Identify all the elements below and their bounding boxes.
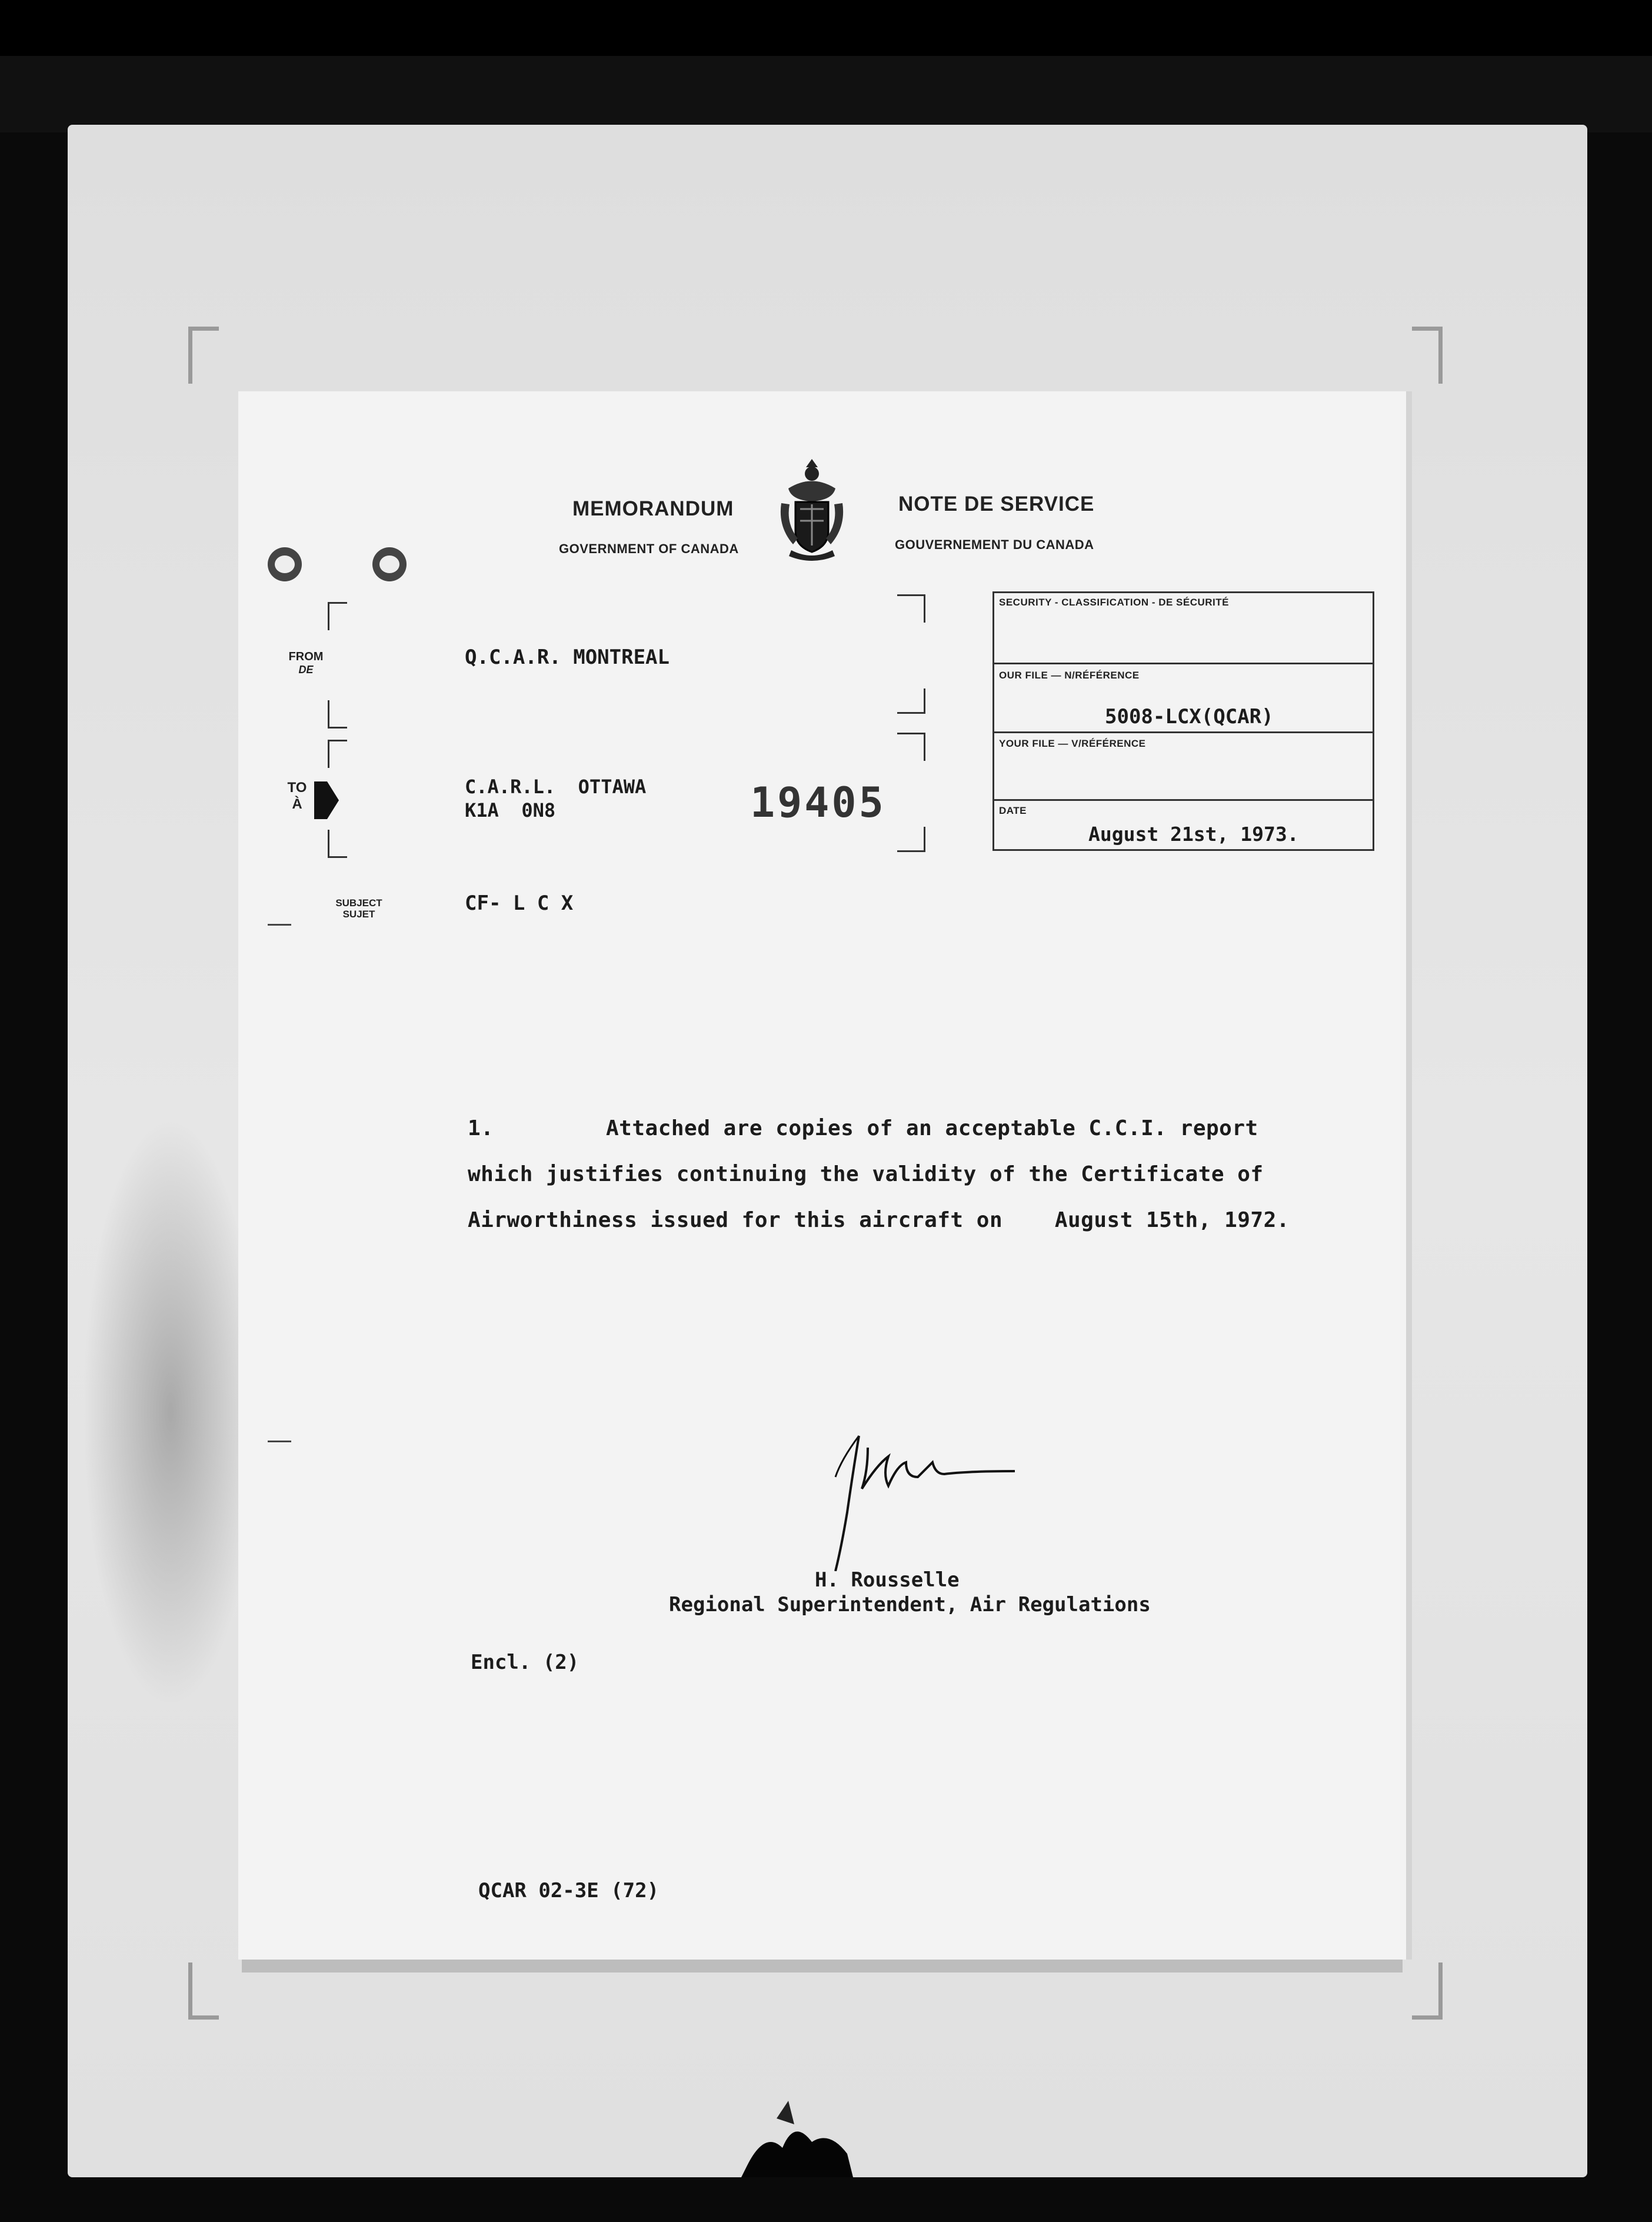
crop-mark-bottom-right — [1412, 1962, 1443, 2020]
canada-coat-of-arms-icon — [777, 456, 847, 562]
margin-mark — [268, 924, 291, 926]
our-file-label: OUR FILE — N/RÉFÉRENCE — [999, 670, 1140, 681]
address-bracket-tr — [897, 594, 925, 623]
from-label: FROM DE — [288, 650, 324, 676]
paragraph-number: 1. — [468, 1116, 494, 1140]
scan-smudge — [724, 2095, 877, 2189]
arrow-right-icon — [312, 777, 341, 824]
from-value: Q.C.A.R. MONTREAL — [465, 646, 670, 669]
to-label: TO À — [287, 780, 307, 812]
your-file-label: YOUR FILE — V/RÉFÉRENCE — [999, 738, 1146, 749]
gouvernement-fr: GOUVERNEMENT DU CANADA — [895, 537, 1094, 552]
from-bracket-bottom — [328, 700, 347, 729]
signatory-name: H. Rousselle — [815, 1568, 960, 1592]
address-bracket-br2 — [897, 827, 925, 852]
crop-mark-top-left — [188, 327, 219, 384]
scan-shadow — [82, 1118, 259, 1707]
our-file-value: 5008-LCX(QCAR) — [1105, 705, 1274, 729]
punch-hole-left — [268, 547, 302, 581]
scan-black-border — [0, 0, 1652, 56]
handwritten-signature — [818, 1424, 1030, 1571]
enclosure: Encl. (2) — [471, 1651, 579, 1674]
to-bracket-top — [328, 740, 347, 768]
scan-edge-band — [0, 56, 1652, 132]
from-bracket-top — [328, 602, 347, 630]
subject-value: CF- L C X — [465, 892, 574, 915]
security-label: SECURITY - CLASSIFICATION - DE SÉCURITÉ — [999, 597, 1230, 608]
body-line-1: Attached are copies of an acceptable C.C.I. report — [606, 1116, 1258, 1140]
signatory-title: Regional Superintendent, Air Regulations — [669, 1593, 1151, 1616]
government-en: GOVERNMENT OF CANADA — [559, 541, 739, 556]
body-line-2: which justifies continuing the validity of the Certificate of — [468, 1162, 1264, 1186]
memorandum-title: MEMORANDUM — [572, 497, 734, 520]
stamp-number: 19405 — [750, 779, 886, 827]
address-bracket-br — [897, 688, 925, 714]
to-bracket-bottom — [328, 830, 347, 858]
note-de-service-title: NOTE DE SERVICE — [898, 493, 1095, 515]
address-bracket-tr2 — [897, 733, 925, 761]
file-info-box — [992, 591, 1374, 851]
date-label: DATE — [999, 805, 1027, 816]
box-divider — [994, 799, 1373, 801]
punch-hole-right — [372, 547, 407, 581]
box-divider — [994, 663, 1373, 664]
margin-mark-2 — [268, 1441, 291, 1442]
to-value: C.A.R.L. OTTAWA K1A 0N8 — [465, 776, 647, 821]
subject-label: SUBJECT SUJET — [335, 897, 382, 920]
form-code: QCAR 02-3E (72) — [478, 1879, 660, 1902]
crop-mark-top-right — [1412, 327, 1443, 384]
body-line-3: Airworthiness issued for this aircraft on August 15th, 1972. — [468, 1208, 1290, 1232]
crop-mark-bottom-left — [188, 1962, 219, 2020]
date-value: August 21st, 1973. — [1088, 823, 1299, 846]
box-divider — [994, 731, 1373, 733]
